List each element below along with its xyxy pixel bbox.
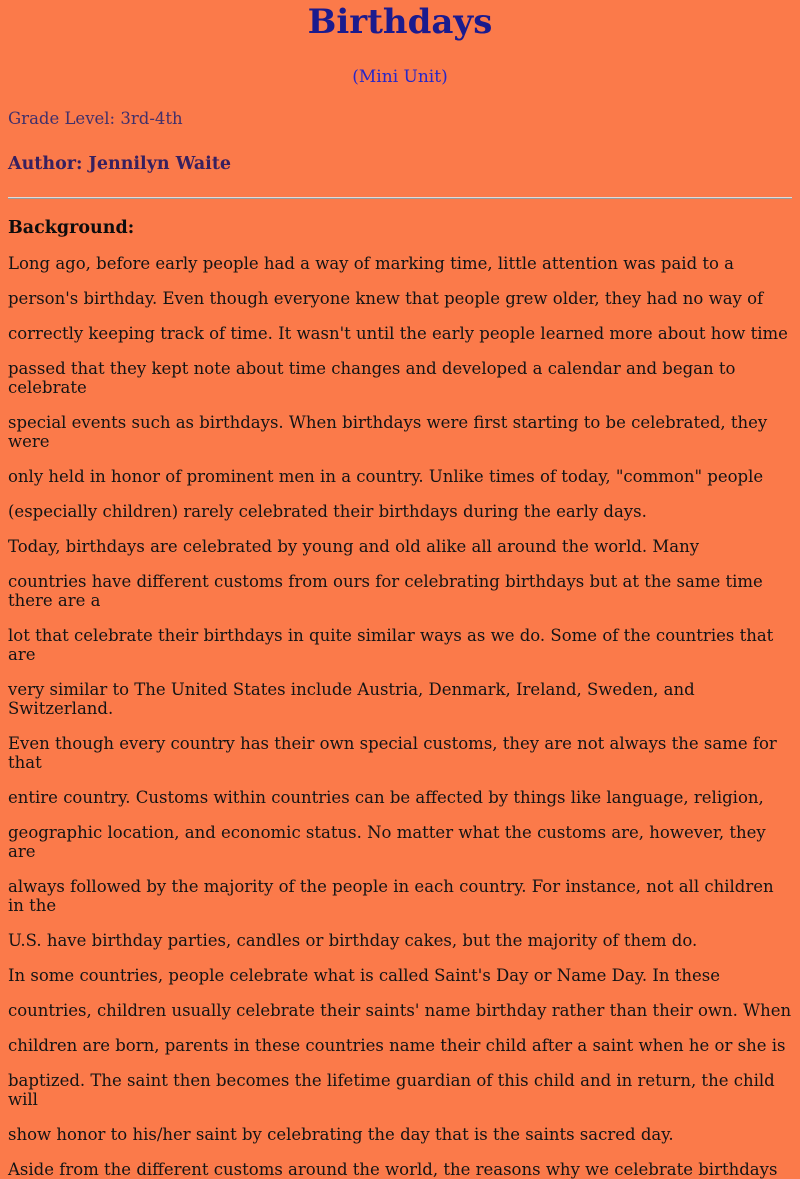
text-line: baptized. The saint then becomes the lifetime guardian of this child and in return, the child will xyxy=(8,1071,775,1110)
text-line: Today, birthdays are celebrated by young and old alike all around the world. Many xyxy=(8,537,700,557)
text-line: (especially children) rarely celebrated their birthdays during the early days. xyxy=(8,502,647,522)
text-line: Even though every country has their own special customs, they are not always the same for that xyxy=(8,734,777,773)
text-line: correctly keeping track of time. It wasn't until the early people learned more about how time xyxy=(8,324,788,344)
text-line: geographic location, and economic status. No matter what the customs are, however, they are xyxy=(8,823,766,862)
text-line: children are born, parents in these countries name their child after a saint when he or she is xyxy=(8,1036,786,1056)
text-line: U.S. have birthday parties, candles or birthday cakes, but the majority of them do. xyxy=(8,931,698,951)
text-line: In some countries, people celebrate what is called Saint's Day or Name Day. In these xyxy=(8,966,721,986)
background-text-block xyxy=(8,254,792,1179)
page-title: Birthdays xyxy=(307,2,493,42)
text-line: lot that celebrate their birthdays in quite similar ways as we do. Some of the countries that are xyxy=(8,626,774,665)
text-line: special events such as birthdays. When birthdays were first starting to be celebrated, they were xyxy=(8,413,768,452)
horizontal-rule xyxy=(8,197,792,199)
author-line: Author: Jennilyn Waite xyxy=(8,154,232,175)
background-heading: Background: xyxy=(8,218,135,239)
text-line: countries, children usually celebrate their saints' name birthday rather than their own. When xyxy=(8,1001,792,1021)
text-line: Long ago, before early people had a way of marking time, little attention was paid to a xyxy=(8,254,735,274)
text-line: always followed by the majority of the people in each country. For instance, not all children in the xyxy=(8,877,774,916)
page-subtitle: (Mini Unit) xyxy=(352,66,448,87)
text-line: person's birthday. Even though everyone knew that people grew older, they had no way of xyxy=(8,289,764,309)
text-line: Aside from the different customs around the world, the reasons why we celebrate birthdays xyxy=(8,1160,778,1179)
text-line: show honor to his/her saint by celebrating the day that is the saints sacred day. xyxy=(8,1125,674,1145)
grade-level: Grade Level: 3rd-4th xyxy=(8,109,183,129)
text-line: passed that they kept note about time changes and developed a calendar and began to celebrate xyxy=(8,359,736,398)
text-line: very similar to The United States include Austria, Denmark, Ireland, Sweden, and Switzerland. xyxy=(8,680,695,719)
text-line: countries have different customs from ours for celebrating birthdays but at the same time there are a xyxy=(8,572,763,611)
text-line: only held in honor of prominent men in a country. Unlike times of today, "common" people xyxy=(8,467,764,487)
document-page xyxy=(0,2,800,1179)
text-line: entire country. Customs within countries can be affected by things like language, religion, xyxy=(8,788,764,808)
